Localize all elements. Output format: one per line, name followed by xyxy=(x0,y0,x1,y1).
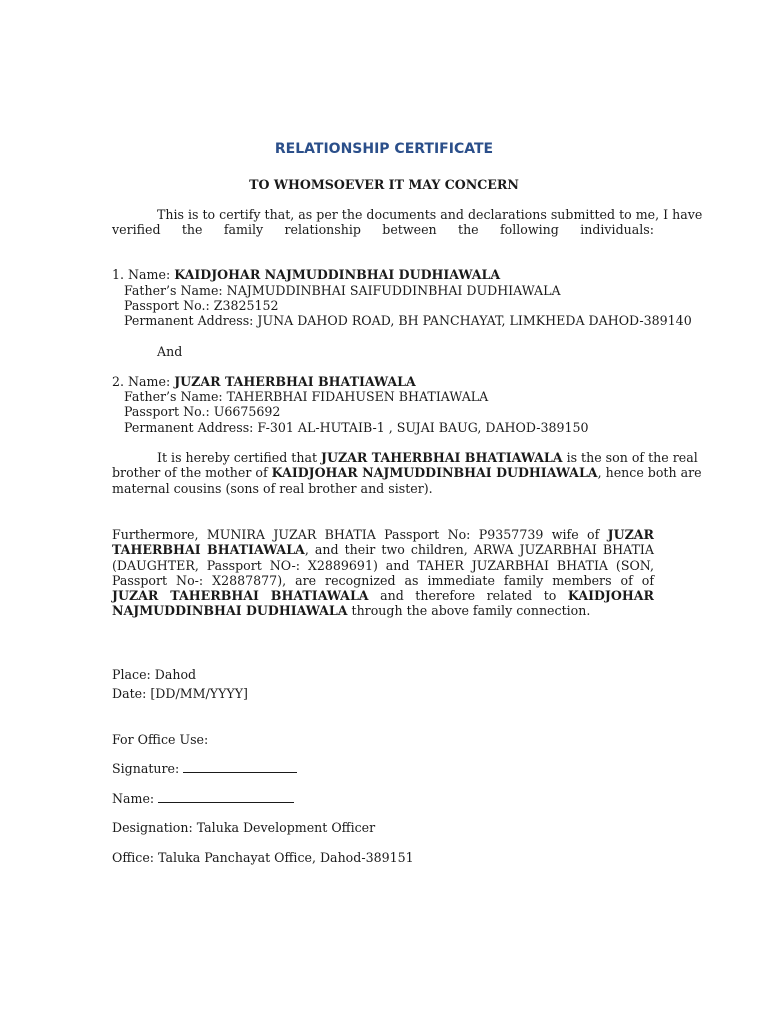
intro-word: the xyxy=(181,222,203,237)
place-line: Place: Dahod xyxy=(112,667,197,682)
person-2-name: JUZAR TAHERBHAI BHATIAWALA xyxy=(174,374,416,389)
certify-bold-name: KAIDJOHAR NAJMUDDINBHAI DUDHIAWALA xyxy=(271,465,598,480)
signature-blank xyxy=(183,761,297,773)
person-2-address: Permanent Address: F-301 AL-HUTAIB-1 , SUJAI BAUG, DAHOD-389150 xyxy=(124,420,589,435)
person-2-name-prefix: 2. Name: xyxy=(112,374,175,389)
furthermore-bold-name: JUZAR TAHERBHAI BHATIAWALA xyxy=(112,588,369,604)
certify-text: It is hereby certified that xyxy=(157,450,322,465)
intro-word: between xyxy=(382,222,437,237)
intro-word: relationship xyxy=(284,222,361,237)
intro-line-1: This is to certify that, as per the documents and declarations submitted to me, I have xyxy=(157,207,703,222)
person-1-address: Permanent Address: JUNA DAHOD ROAD, BH PANCHAYAT, LIMKHEDA DAHOD-389140 xyxy=(124,313,692,328)
signature-line xyxy=(112,761,297,776)
furthermore-text: , and their two children, ARWA JUZARBHAI BHATIA (DAUGHTER, Passport NO-: X2889691) and TAHER JUZARBHAI BHATIA (SON, Passport No-: X2887877), are recognized as immediate family members of of xyxy=(112,542,654,588)
intro-word: the xyxy=(458,222,479,237)
furthermore-text: Furthermore, MUNIRA JUZAR BHATIA Passport No: P9357739 wife of xyxy=(112,527,608,542)
furthermore-paragraph xyxy=(112,527,654,619)
person-1-name-prefix: 1. Name: xyxy=(112,267,175,282)
intro-word: verified xyxy=(112,222,161,237)
certify-line-1 xyxy=(157,450,698,465)
page-title: RELATIONSHIP CERTIFICATE xyxy=(274,141,494,157)
person-1-name: KAIDJOHAR NAJMUDDINBHAI DUDHIAWALA xyxy=(174,267,501,282)
furthermore-text: and therefore related to xyxy=(368,588,568,604)
intro-line-2 xyxy=(112,222,654,237)
person-2-passport: Passport No.: U6675692 xyxy=(124,404,281,419)
intro-word: family xyxy=(223,222,264,237)
signature-label: Signature: xyxy=(112,761,184,776)
person-1-name-line xyxy=(112,267,500,282)
intro-word: individuals: xyxy=(580,222,654,237)
office-use-label: For Office Use: xyxy=(112,732,209,747)
name-blank xyxy=(158,791,294,803)
certify-line-2 xyxy=(112,465,702,480)
certify-text: is the son of the real xyxy=(562,450,698,465)
office-line: Office: Taluka Panchayat Office, Dahod-389151 xyxy=(112,850,414,865)
designation-line: Designation: Taluka Development Officer xyxy=(112,820,376,835)
name-line xyxy=(112,791,294,806)
page-subtitle: TO WHOMSOEVER IT MAY CONCERN xyxy=(249,177,519,192)
person-2-father: Father’s Name: TAHERBHAI FIDAHUSEN BHATIAWALA xyxy=(124,389,489,404)
person-1-father: Father’s Name: NAJMUDDINBHAI SAIFUDDINBHAI DUDHIAWALA xyxy=(124,283,561,298)
furthermore-text: through the above family connection. xyxy=(347,603,591,619)
certify-line-3: maternal cousins (sons of real brother and sister). xyxy=(112,481,433,496)
name-label: Name: xyxy=(112,791,159,806)
furthermore-bold-name: KAIDJOHAR NAJMUDDINBHAI DUDHIAWALA xyxy=(112,588,654,619)
person-2-name-line xyxy=(112,374,416,389)
person-1-passport: Passport No.: Z3825152 xyxy=(124,298,279,313)
and-text: And xyxy=(157,344,183,359)
certify-bold-name: JUZAR TAHERBHAI BHATIAWALA xyxy=(321,450,563,465)
date-line: Date: [DD/MM/YYYY] xyxy=(112,686,248,701)
certify-text: brother of the mother of xyxy=(112,465,272,480)
intro-word: following xyxy=(499,222,559,237)
certify-text: , hence both are xyxy=(597,465,702,480)
furthermore-bold-name: JUZAR TAHERBHAI BHATIAWALA xyxy=(112,527,654,558)
